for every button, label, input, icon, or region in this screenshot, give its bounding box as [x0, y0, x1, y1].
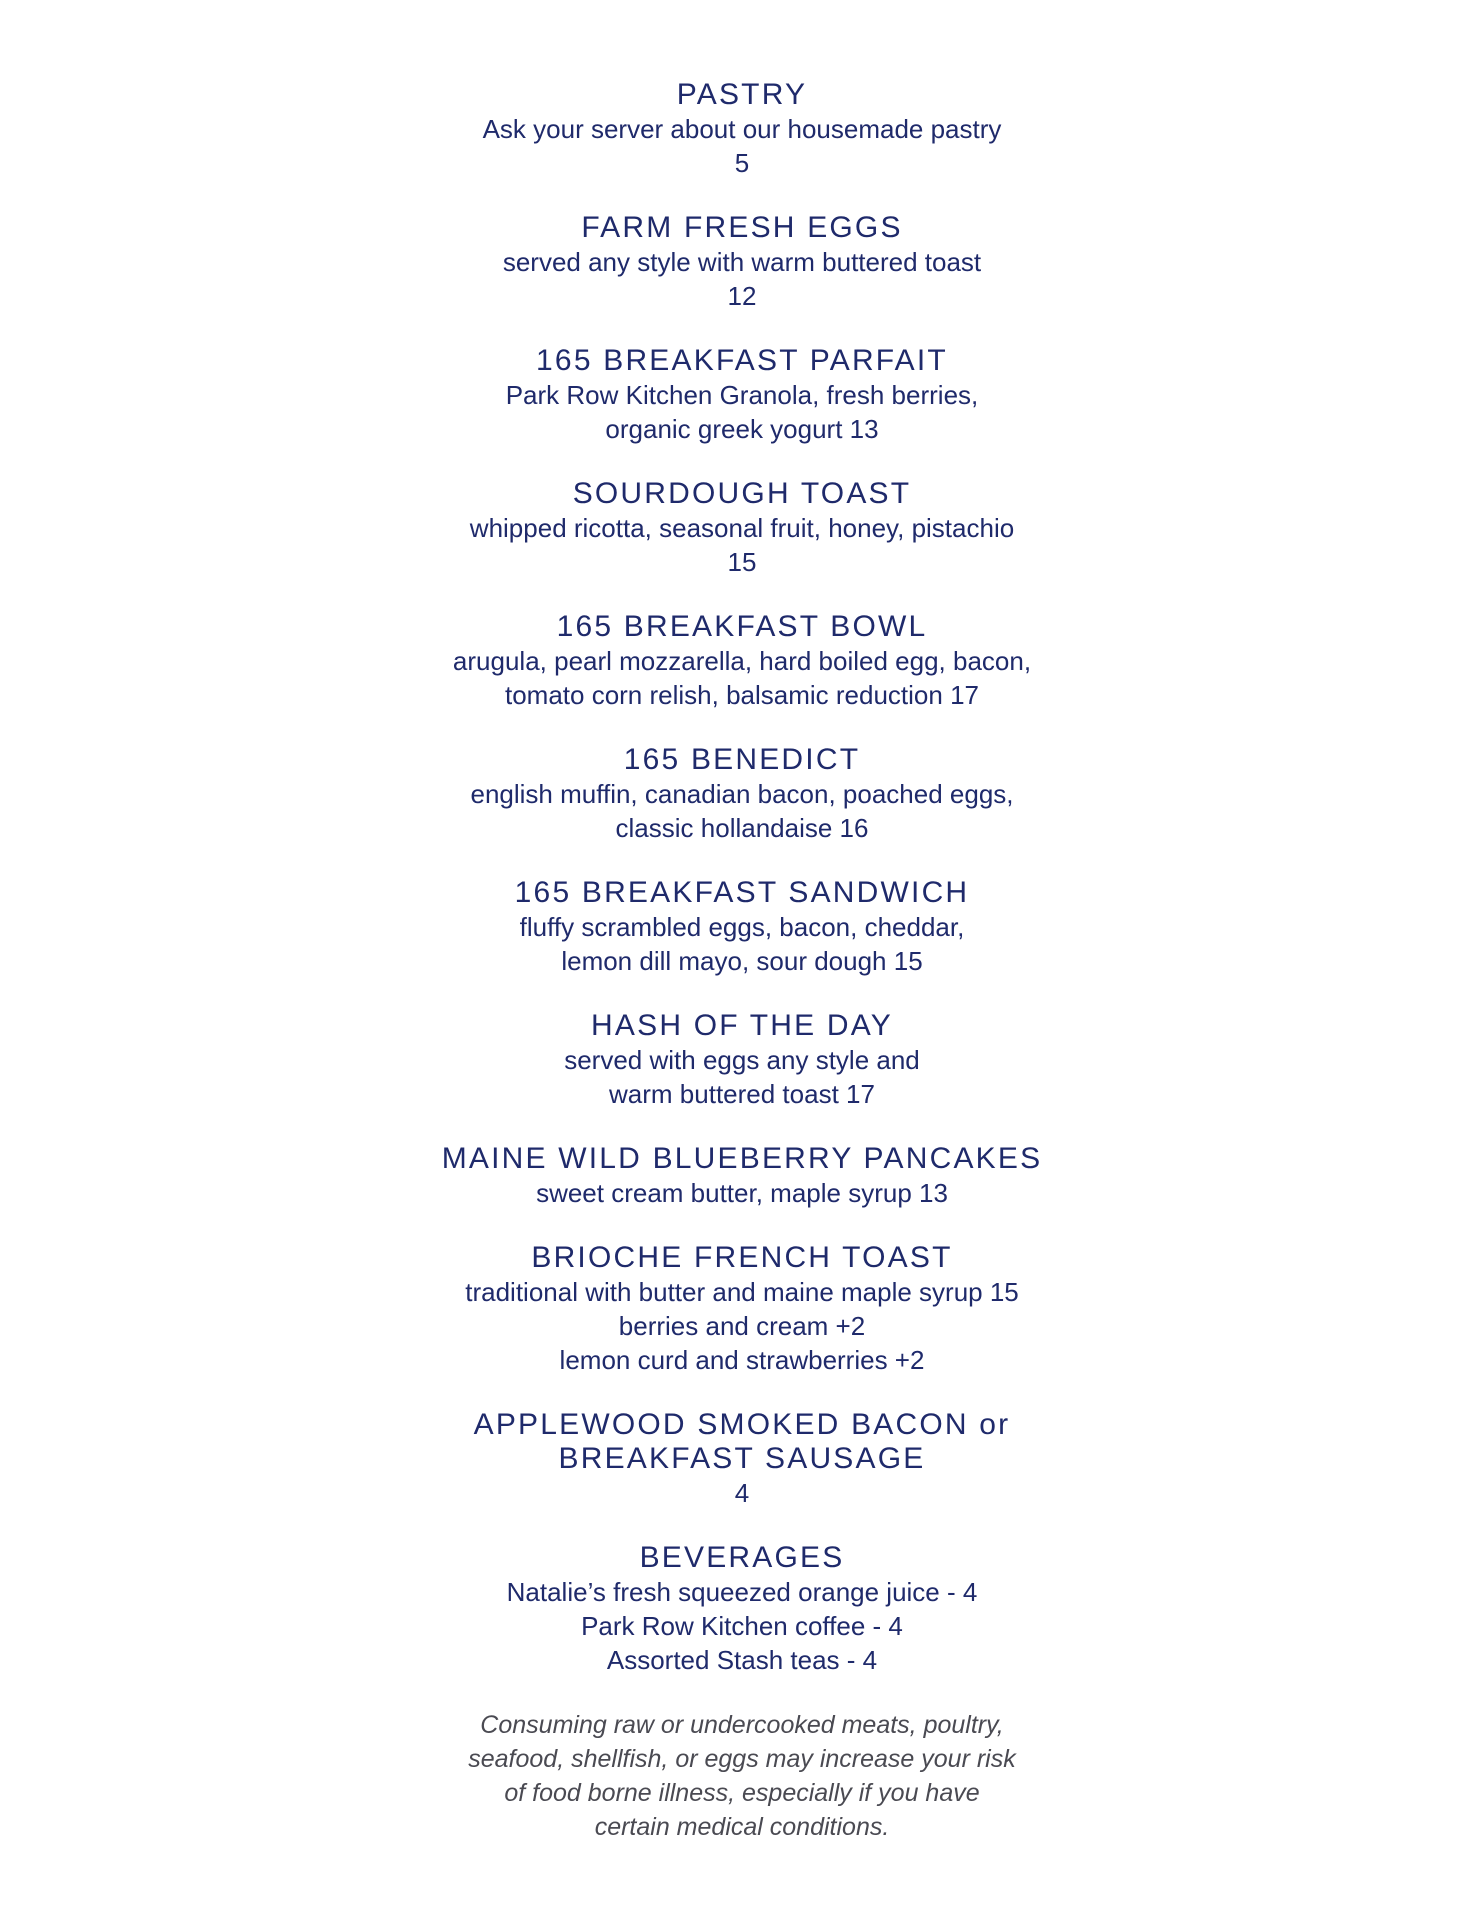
item-description: traditional with butter and maine maple syrup 15 [465, 1277, 1019, 1307]
item-title: 165 BREAKFAST BOWL [556, 610, 928, 643]
item-title: SOURDOUGH TOAST [572, 477, 912, 510]
menu-item-blueberry-pancakes [0, 1142, 1484, 1210]
item-description: fluffy scrambled eggs, bacon, cheddar, [519, 912, 965, 942]
menu-item-brioche-french-toast [0, 1241, 1484, 1377]
item-title: BEVERAGES [639, 1541, 845, 1574]
disclaimer-line: Consuming raw or undercooked meats, poultry, [480, 1711, 1004, 1739]
breakfast-menu [0, 78, 1484, 1844]
item-description: organic greek yogurt 13 [605, 414, 879, 444]
item-title: 165 BREAKFAST SANDWICH [514, 876, 970, 909]
item-price: 5 [734, 148, 750, 178]
menu-item-farm-fresh-eggs [0, 211, 1484, 313]
item-add-on: berries and cream +2 [618, 1311, 866, 1341]
item-description: classic hollandaise 16 [615, 813, 869, 843]
item-price: 15 [727, 547, 757, 577]
disclaimer-line: certain medical conditions. [594, 1813, 890, 1841]
item-description: tomato corn relish, balsamic reduction 17 [504, 680, 979, 710]
item-description: Park Row Kitchen Granola, fresh berries, [505, 380, 979, 410]
beverage-line: Park Row Kitchen coffee - 4 [581, 1611, 903, 1641]
item-title: 165 BENEDICT [623, 743, 861, 776]
menu-item-breakfast-bowl [0, 610, 1484, 712]
disclaimer-line: seafood, shellfish, or eggs may increase your risk [468, 1745, 1016, 1773]
item-description: arugula, pearl mozzarella, hard boiled egg, bacon, [452, 646, 1032, 676]
menu-item-breakfast-sandwich [0, 876, 1484, 978]
menu-item-benedict [0, 743, 1484, 845]
menu-item-breakfast-parfait [0, 344, 1484, 446]
item-title: BREAKFAST SAUSAGE [558, 1442, 926, 1475]
beverage-line: Assorted Stash teas - 4 [606, 1645, 878, 1675]
item-add-on: lemon curd and strawberries +2 [559, 1345, 925, 1375]
item-description: whipped ricotta, seasonal fruit, honey, pistachio [469, 513, 1015, 543]
item-title: PASTRY [676, 78, 808, 111]
menu-item-pastry [0, 78, 1484, 180]
item-price: 4 [734, 1478, 750, 1508]
item-description: lemon dill mayo, sour dough 15 [561, 946, 923, 976]
menu-item-bacon-or-sausage [0, 1408, 1484, 1510]
item-description: sweet cream butter, maple syrup 13 [536, 1178, 948, 1208]
disclaimer-line: of food borne illness, especially if you have [504, 1779, 980, 1807]
item-description: served any style with warm buttered toast [502, 247, 982, 277]
menu-item-beverages [0, 1541, 1484, 1677]
item-description: warm buttered toast 17 [609, 1079, 875, 1109]
item-description: Ask your server about our housemade pastry [482, 114, 1002, 144]
item-price: 12 [727, 281, 757, 311]
item-title: HASH OF THE DAY [591, 1009, 893, 1042]
item-title: APPLEWOOD SMOKED BACON or [473, 1408, 1011, 1441]
menu-item-sourdough-toast [0, 477, 1484, 579]
item-title: 165 BREAKFAST PARFAIT [536, 344, 948, 377]
item-title: FARM FRESH EGGS [581, 211, 903, 244]
item-description: served with eggs any style and [564, 1045, 920, 1075]
item-title: MAINE WILD BLUEBERRY PANCAKES [441, 1142, 1043, 1175]
food-safety-disclaimer [0, 1708, 1484, 1844]
beverage-line: Natalie’s fresh squeezed orange juice - 4 [506, 1577, 978, 1607]
menu-item-hash-of-the-day [0, 1009, 1484, 1111]
item-description: english muffin, canadian bacon, poached eggs, [470, 779, 1014, 809]
item-title: BRIOCHE FRENCH TOAST [531, 1241, 953, 1274]
